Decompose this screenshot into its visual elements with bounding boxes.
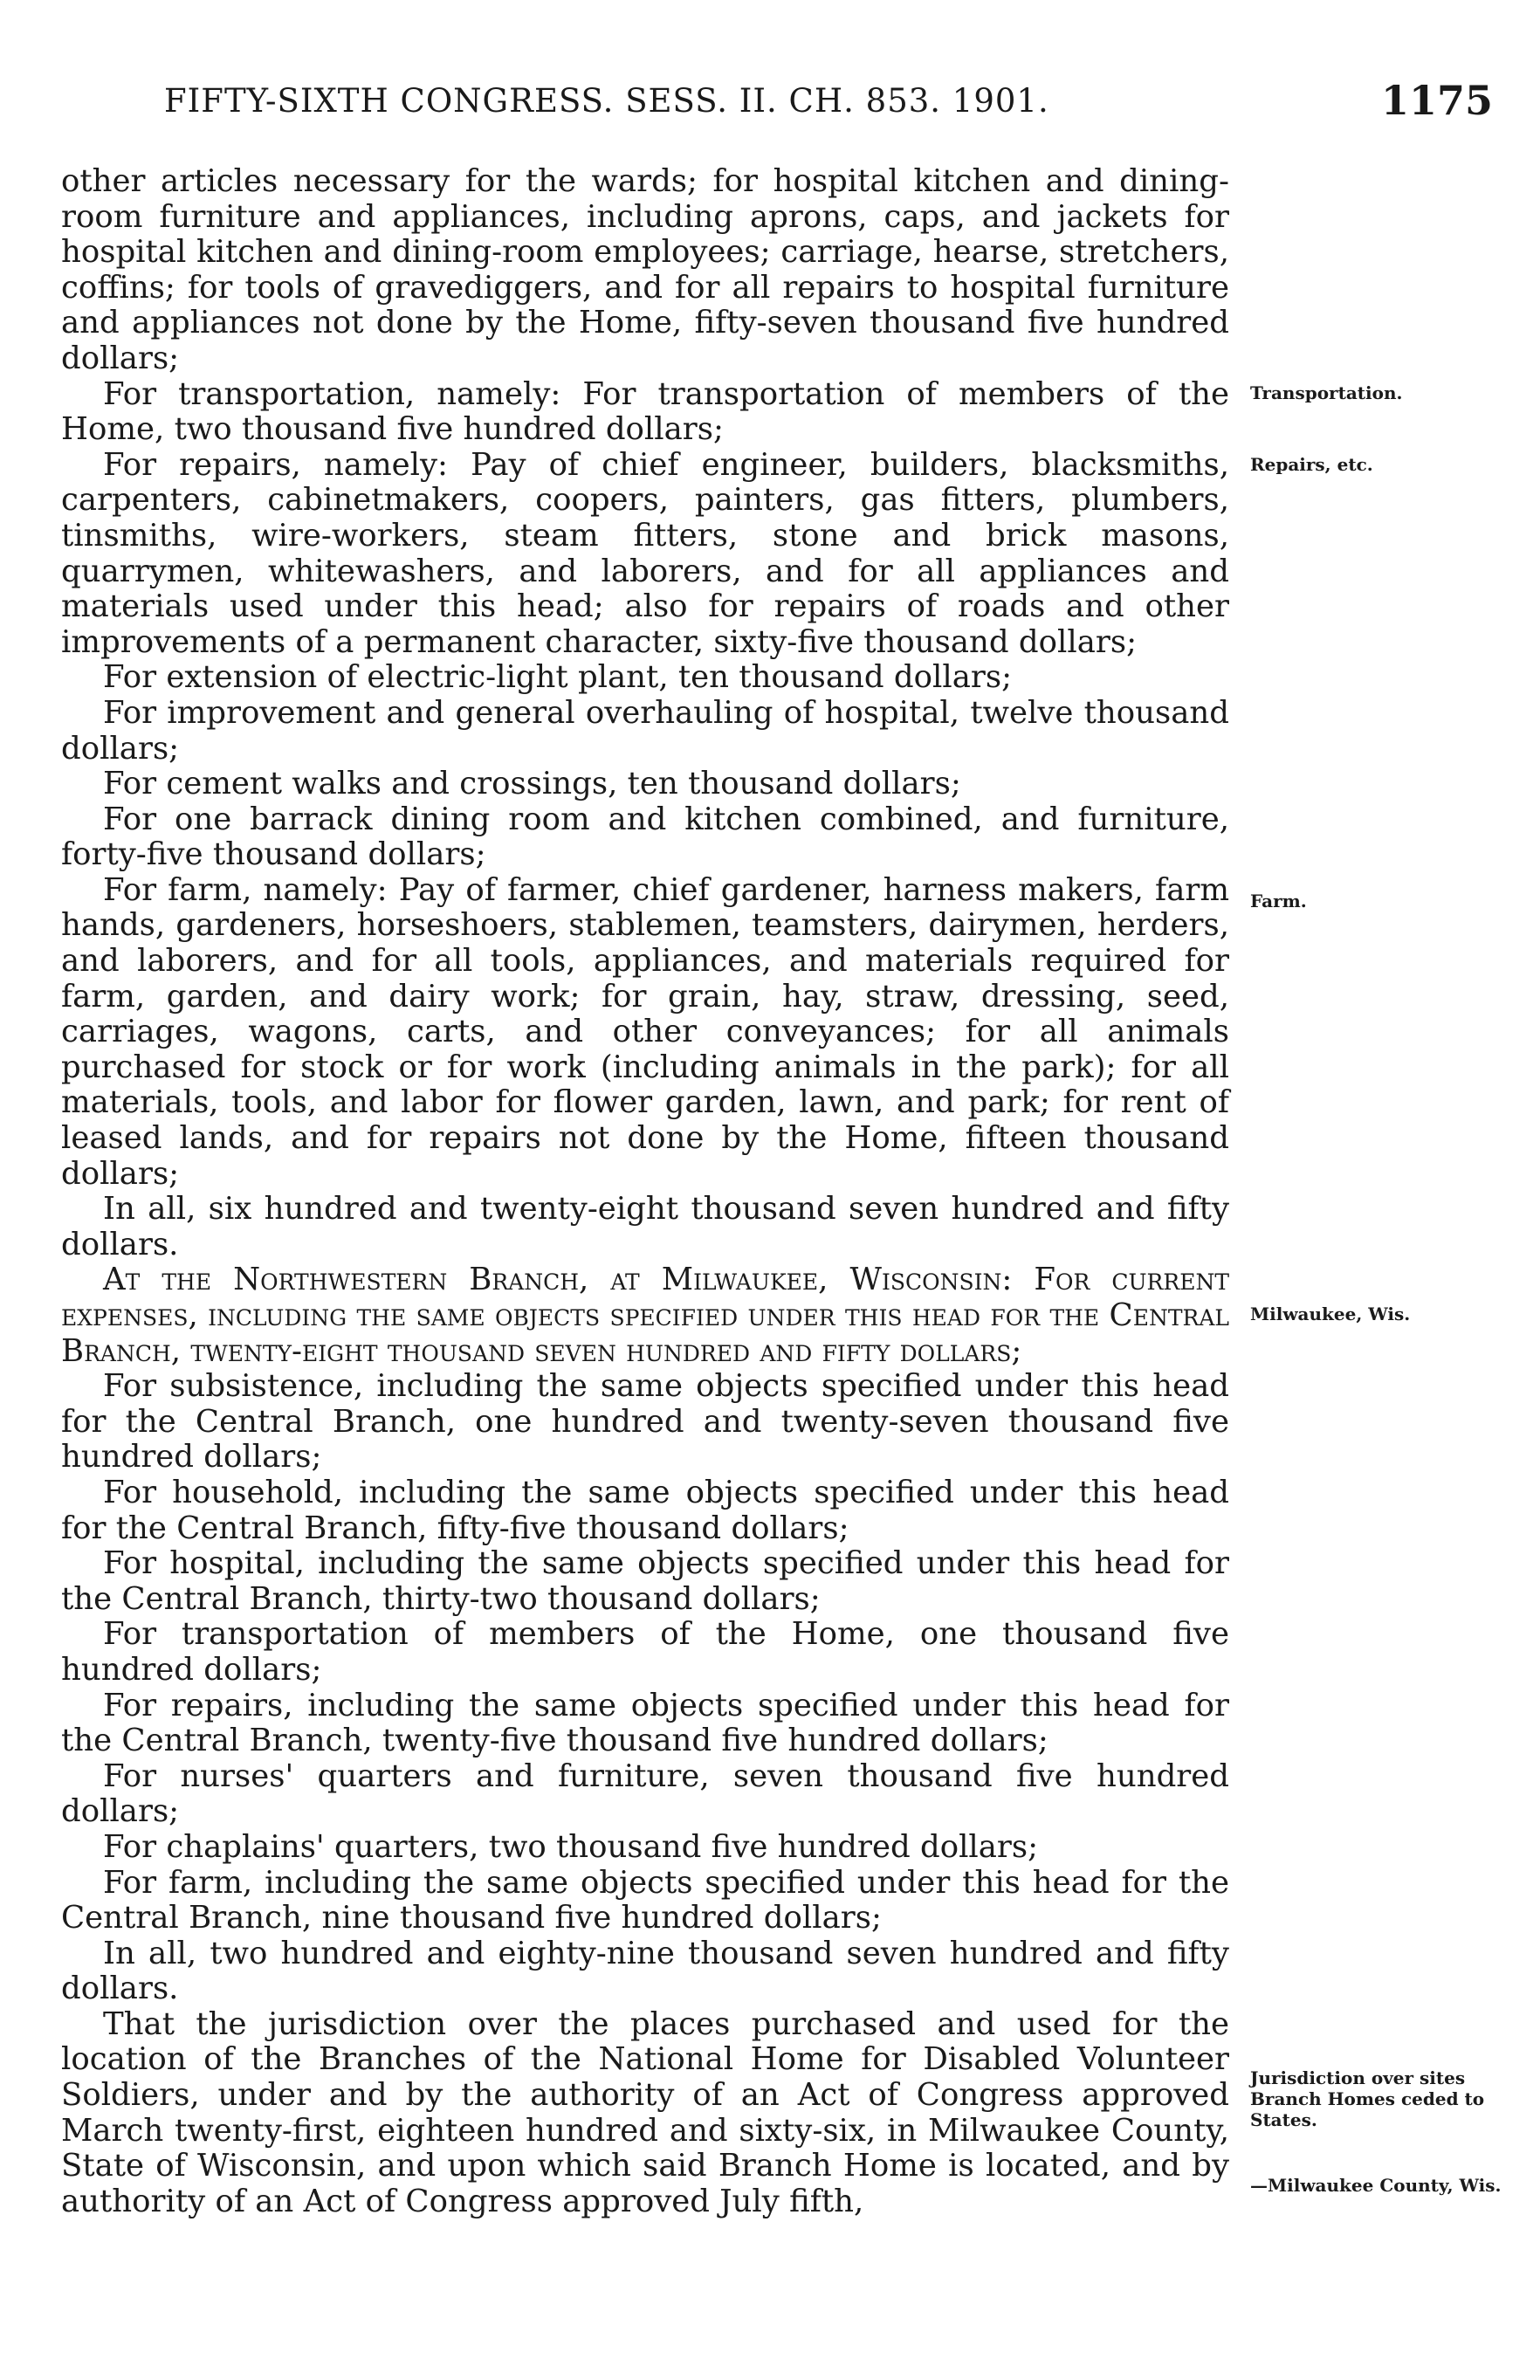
paragraph-electric-light: For extension of electric-light plant, ten thousand dollars; xyxy=(103,659,1013,696)
paragraph-hospital: For hospital, including the same objects specified under this head for the Central Branch, thirty-two thousand dollars; xyxy=(61,1545,1229,1617)
running-head: FIFTY-SIXTH CONGRESS. SESS. II. CH. 853. 1901. xyxy=(164,82,1049,120)
paragraph-wards-equipment: other articles necessary for the wards; for hospital kitchen and dining-room furniture and appliances, including aprons, caps, and jackets for hospital kitchen and dining-room employees; carriage, hearse, stretchers, coffins; for tools of gravediggers, and for all repairs to hospital furniture and appliances not done by the Home, fifty-seven thousand five hundred dollars; xyxy=(61,163,1229,376)
paragraph-repairs: For repairs, namely: Pay of chief engineer, builders, blacksmiths, carpenters, cabinetmakers, coopers, painters, gas fitters, plumbers, tinsmiths, wire-workers, steam fitters, stone and brick masons, quarrymen, whitewashers, and laborers, and for all appliances and materials used under this head; also for repairs of roads and other improvements of a permanent character, sixty-five thousand dollars; xyxy=(61,446,1229,660)
paragraph-northwestern-branch: At the Northwestern Branch, at Milwaukee, Wisconsin: For current expenses, including the same objects specified under this head for the Central Branch, twenty-eight thousand seven hundred and fifty dollars; xyxy=(61,1262,1229,1369)
paragraph-subsistence: For subsistence, including the same objects specified under this head for the Central Branch, one hundred and twenty-seven thousand five hundred dollars; xyxy=(61,1368,1229,1475)
page-header xyxy=(61,77,1493,129)
paragraph-farm-northwestern: For farm, including the same objects specified under this head for the Central Branch, nine thousand five hundred dollars; xyxy=(61,1864,1229,1936)
paragraph-cement-walks: For cement walks and crossings, ten thousand dollars; xyxy=(103,766,961,802)
paragraph-total-northwestern: In all, two hundred and eighty-nine thousand seven hundred and fifty dollars. xyxy=(61,1935,1229,2007)
margin-note-transportation: Transportation. xyxy=(1250,382,1403,403)
paragraph-farm: For farm, namely: Pay of farmer, chief gardener, harness makers, farm hands, gardeners, horseshoers, stablemen, teamsters, dairymen, herders, and laborers, and for all tools, appliances, and materials required for farm, garden, and dairy work; for grain, hay, straw, dressing, seed, carriages, wagons, carts, and other conveyances; for all animals purchased for stock or for work (including animals in the park); for all materials, tools, and labor for flower garden, lawn, and park; for rent of leased lands, and for repairs not done by the Home, fifteen thousand dollars; xyxy=(61,871,1229,1192)
body-text xyxy=(61,164,1229,2219)
paragraph-nurses-quarters: For nurses' quarters and furniture, seven thousand five hundred dollars; xyxy=(61,1757,1229,1830)
margin-note-farm: Farm. xyxy=(1250,891,1307,911)
paragraph-household: For household, including the same objects specified under this head for the Central Branch, fifty-five thousand dollars; xyxy=(61,1474,1229,1546)
margin-note-repairs: Repairs, etc. xyxy=(1250,454,1373,475)
paragraph-total-central: In all, six hundred and twenty-eight thousand seven hundred and fifty dollars. xyxy=(61,1191,1229,1262)
paragraph-hospital-overhaul: For improvement and general overhauling of hospital, twelve thousand dollars; xyxy=(61,694,1229,767)
paragraph-repairs-northwestern: For repairs, including the same objects specified under this head for the Central Branch, twenty-five thousand five hundred dollars; xyxy=(61,1687,1229,1759)
margin-note-jurisdiction: Jurisdiction over sites Branch Homes ceded to States. xyxy=(1250,2067,1485,2130)
page-number: 1175 xyxy=(1380,77,1493,124)
paragraph-chaplains-quarters: For chaplains' quarters, two thousand five hundred dollars; xyxy=(103,1828,1039,1865)
margin-note-milwaukee-county: —Milwaukee County, Wis. xyxy=(1250,2175,1502,2196)
paragraph-jurisdiction: That the jurisdiction over the places purchased and used for the location of the Branches of the National Home for Disabled Volunteer Soldiers, under and by the authority of an Act of Congress approved March twenty-first, eighteen hundred and sixty-six, in Milwaukee County, State of Wisconsin, and upon which said Branch Home is located, and by authority of an Act of Congress approved July fifth, xyxy=(61,2005,1229,2219)
paragraph-transportation: For transportation, namely: For transportation of members of the Home, two thousand five hundred dollars; xyxy=(61,375,1229,448)
paragraph-transportation-members: For transportation of members of the Home, one thousand five hundred dollars; xyxy=(61,1616,1229,1688)
margin-note-milwaukee: Milwaukee, Wis. xyxy=(1250,1303,1411,1324)
paragraph-barrack-dining: For one barrack dining room and kitchen combined, and furniture, forty-five thousand dollars; xyxy=(61,801,1229,873)
